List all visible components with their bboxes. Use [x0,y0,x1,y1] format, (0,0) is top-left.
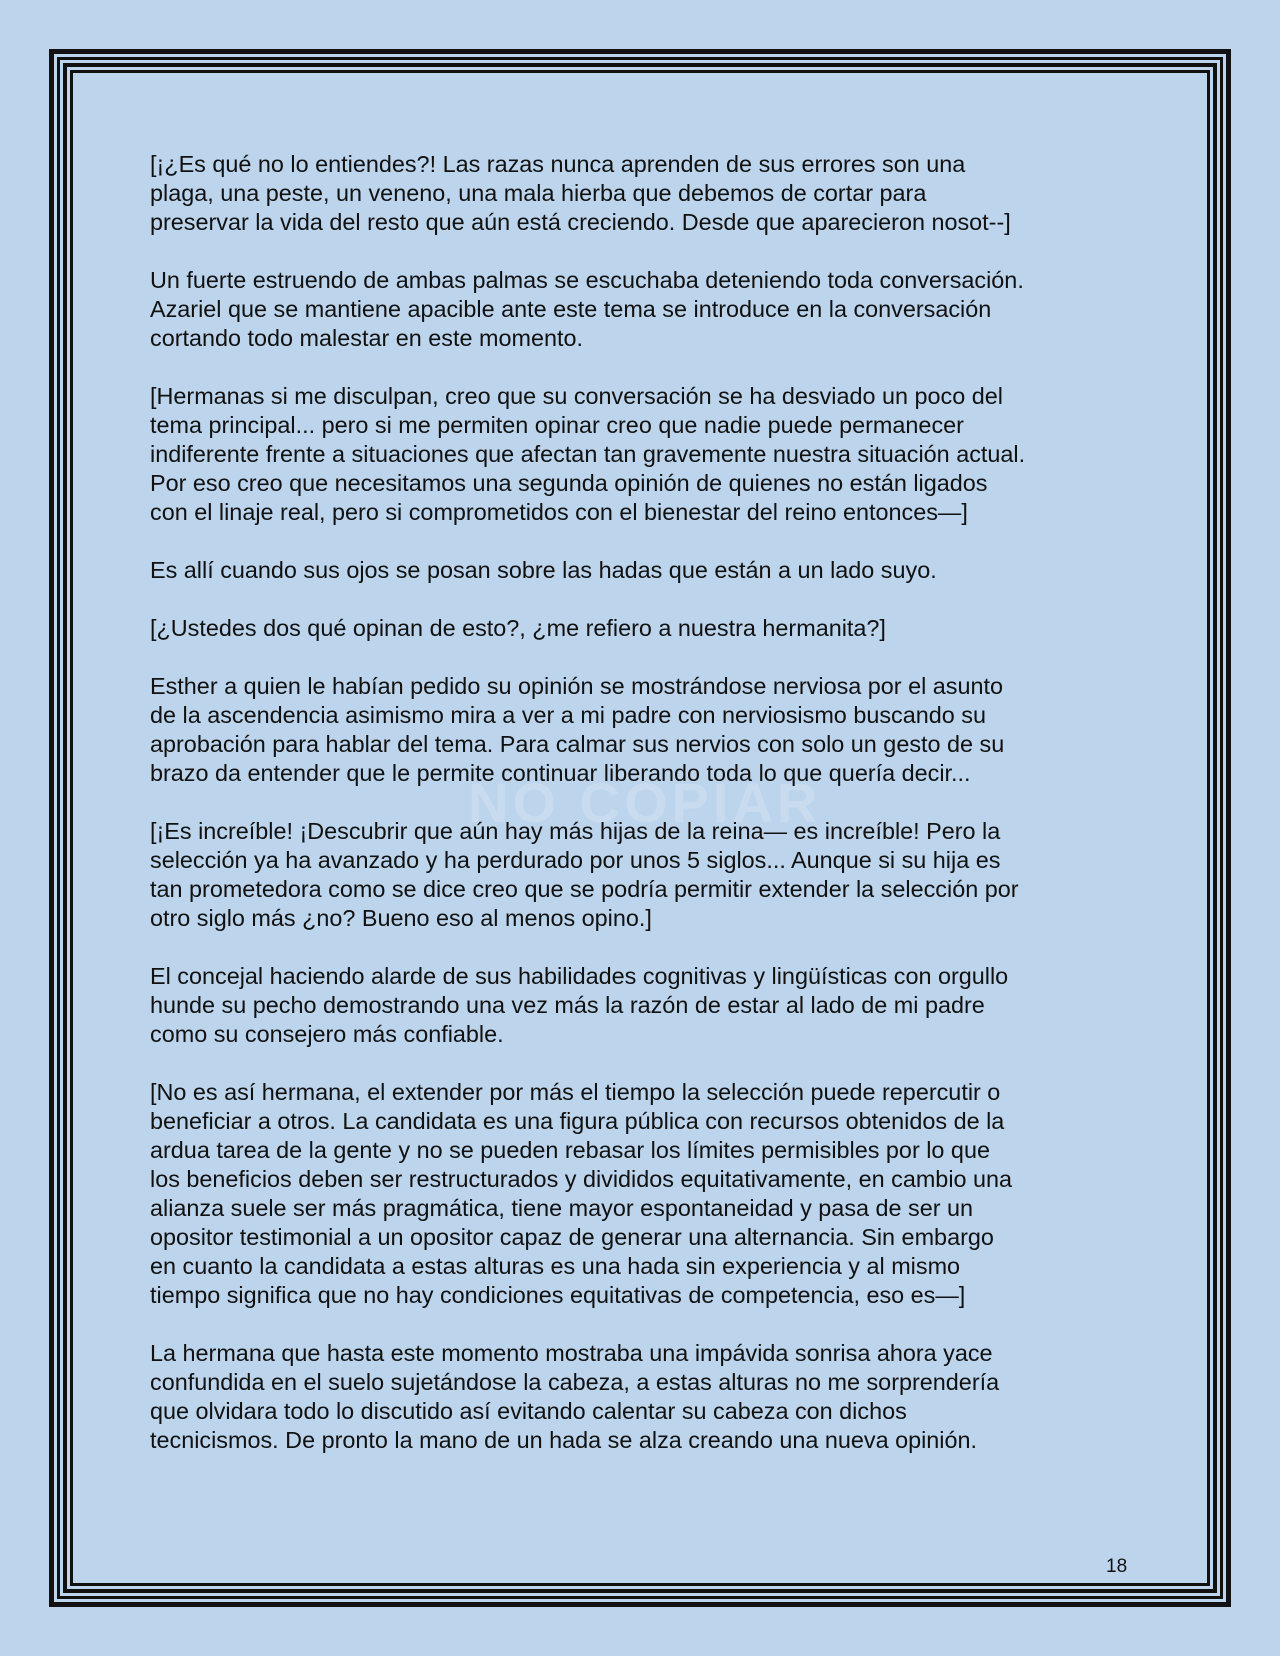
text-line: preservar la vida del resto que aún está creciendo. Desde que aparecieron nosot--] [150,209,1011,235]
text-line: plaga, una peste, un veneno, una mala hierba que debemos de cortar para [150,180,927,206]
text-line: beneficiar a otros. La candidata es una figura pública con recursos obtenidos de la [150,1108,1005,1134]
text-line: Esther a quien le habían pedido su opinión se mostrándose nerviosa por el asunto [150,673,1004,699]
text-line: aprobación para hablar del tema. Para calmar sus nervios con solo un gesto de su [150,731,1005,757]
text-line: selección ya ha avanzado y ha perdurado por unos 5 siglos... Aunque si su hija es [150,847,1001,873]
text-line: como su consejero más confiable. [150,1021,504,1047]
text-line: tema principal... pero si me permiten opinar creo que nadie puede permanecer [150,412,964,438]
paragraph [150,817,1100,933]
text-line: [¡Es increíble! ¡Descubrir que aún hay más hijas de la reina— es increíble! Pero la [150,818,1001,844]
paragraph [150,150,1100,237]
text-line: opositor testimonial a un opositor capaz de generar una alternancia. Sin embargo [150,1224,994,1250]
text-line: de la ascendencia asimismo mira a ver a mi padre con nerviosismo buscando su [150,702,986,728]
page-body [150,150,1100,1484]
text-line: los beneficios deben ser restructurados y divididos equitativamente, en cambio una [150,1166,1013,1192]
text-line: La hermana que hasta este momento mostraba una impávida sonrisa ahora yace [150,1340,993,1366]
text-line: alianza suele ser más pragmática, tiene mayor espontaneidad y pasa de ser un [150,1195,974,1221]
paragraph [150,382,1100,527]
text-line: con el linaje real, pero si comprometidos con el bienestar del reino entonces—] [150,499,968,525]
text-line: brazo da entender que le permite continuar liberando toda lo que quería decir... [150,760,971,786]
text-line: [No es así hermana, el extender por más el tiempo la selección puede repercutir o [150,1079,1001,1105]
text-line: Un fuerte estruendo de ambas palmas se escuchaba deteniendo toda conversación. [150,267,1024,293]
text-line: cortando todo malestar en este momento. [150,325,583,351]
text-line: que olvidara todo lo discutido así evitando calentar su cabeza con dichos [150,1398,907,1424]
text-line: tecnicismos. De pronto la mano de un hada se alza creando una nueva opinión. [150,1427,978,1453]
text-line: en cuanto la candidata a estas alturas es una hada sin experiencia y al mismo [150,1253,961,1279]
text-line: [¡¿Es qué no lo entiendes?! Las razas nunca aprenden de sus errores son una [150,151,966,177]
watermark: NO COPIAR [468,771,822,834]
text-line: El concejal haciendo alarde de sus habilidades cognitivas y lingüísticas con orgullo [150,963,1009,989]
paragraph [150,1078,1100,1310]
text-line: tan prometedora como se dice creo que se podría permitir extender la selección por [150,876,1019,902]
text-line: ardua tarea de la gente y no se pueden rebasar los límites permisibles por lo que [150,1137,990,1163]
text-line: [¿Ustedes dos qué opinan de esto?, ¿me refiero a nuestra hermanita?] [150,615,886,641]
paragraph [150,962,1100,1049]
text-line: Es allí cuando sus ojos se posan sobre las hadas que están a un lado suyo. [150,557,937,583]
text-line: hunde su pecho demostrando una vez más la razón de estar al lado de mi padre [150,992,985,1018]
paragraph [150,556,1100,585]
text-line: confundida en el suelo sujetándose la cabeza, a estas alturas no me sorprendería [150,1369,1000,1395]
text-line: indiferente frente a situaciones que afectan tan gravemente nuestra situación actual. [150,441,1026,467]
paragraph [150,614,1100,643]
paragraph [150,1339,1100,1455]
text-line: [Hermanas si me disculpan, creo que su conversación se ha desviado un poco del [150,383,1003,409]
paragraph [150,672,1100,788]
paragraph [150,266,1100,353]
text-line: otro siglo más ¿no? Bueno eso al menos opino.] [150,905,652,931]
text-line: Azariel que se mantiene apacible ante este tema se introduce en la conversación [150,296,992,322]
text-line: tiempo significa que no hay condiciones equitativas de competencia, eso es—] [150,1282,966,1308]
page-number: 18 [1106,1556,1128,1577]
text-line: Por eso creo que necesitamos una segunda opinión de quienes no están ligados [150,470,988,496]
